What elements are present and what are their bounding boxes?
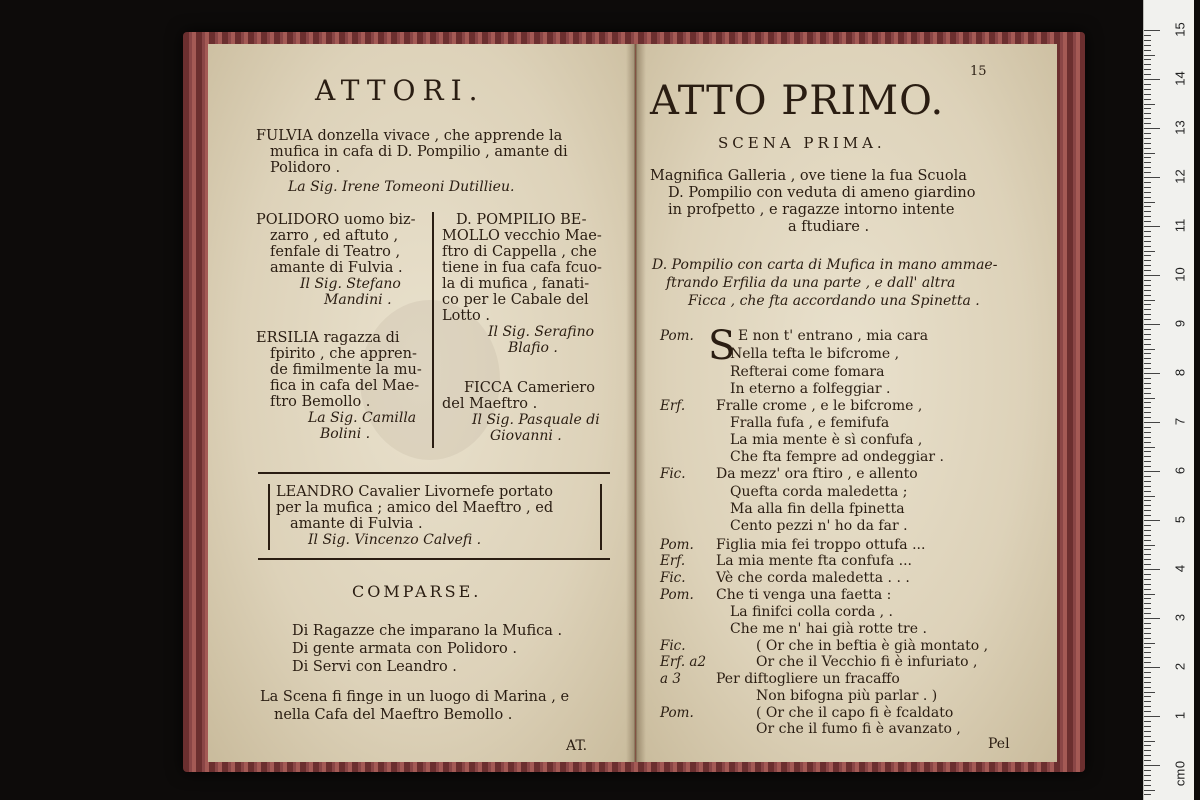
ruler-tick (1144, 123, 1151, 124)
ruler-label: 0 (1172, 760, 1188, 769)
ruler-tick (1144, 265, 1151, 266)
ruler-tick (1144, 339, 1151, 340)
ruler-tick (1144, 623, 1151, 624)
ruler-label: 12 (1172, 169, 1188, 184)
ruler-tick (1144, 770, 1151, 771)
verse-line: La mia mente è sì confufa , (730, 432, 923, 448)
verse-line: Nella tefta le bifcrome , (730, 346, 900, 362)
ruler-tick (1144, 55, 1155, 56)
ruler-label: 1 (1172, 711, 1188, 720)
verse-line: La mia mente fta confufa ... (716, 553, 912, 569)
ruler-tick (1144, 559, 1151, 560)
speaker-label: Erf. (660, 398, 686, 414)
ruler-tick (1144, 177, 1160, 178)
ruler-tick (1144, 353, 1151, 354)
verse-line: Ma alla fin della fpinetta (730, 501, 905, 517)
verse-line: Cento pezzi n' ho da far . (730, 518, 908, 534)
comparse-list: Di Ragazze che imparano la Mufica . Di gente armata con Polidoro . Di Servi con Leandro . (292, 623, 563, 675)
verse-line: La finifci colla corda , . (730, 604, 893, 620)
ruler-tick (1144, 344, 1151, 345)
column-divider (432, 212, 434, 448)
ruler-tick (1144, 226, 1160, 227)
ruler-tick (1144, 736, 1151, 737)
ruler-tick (1144, 461, 1151, 462)
ruler-tick (1144, 662, 1151, 663)
ruler-unit: cm (1172, 768, 1188, 787)
ruler-label: 10 (1172, 267, 1188, 282)
box-left-rule (268, 484, 270, 550)
ruler-tick (1144, 182, 1151, 183)
ruler-tick (1144, 197, 1151, 198)
ruler-tick (1144, 584, 1151, 585)
ruler-tick (1144, 540, 1151, 541)
ruler-tick (1144, 334, 1151, 335)
ruler-tick (1144, 153, 1155, 154)
verse-line: ( Or che il capo fi è fcaldato (756, 705, 954, 721)
ruler-tick (1144, 260, 1151, 261)
setting-text: Magnifica Galleria , ove tiene la fua Scuola D. Pompilio con veduta di ameno giardino in profpetto , e ragazze intorno intente a ftudiare . (650, 168, 976, 235)
ruler-tick (1144, 59, 1151, 60)
ruler-tick (1144, 682, 1151, 683)
ruler-tick (1144, 594, 1155, 595)
speaker-label: Erf. (660, 553, 686, 569)
ruler-tick (1144, 79, 1160, 80)
ruler-tick (1144, 569, 1160, 570)
left-catchword: AT. (566, 738, 588, 754)
ruler-tick (1144, 765, 1160, 766)
ruler-tick (1144, 324, 1160, 325)
ruler-tick (1144, 692, 1155, 693)
ruler-tick (1144, 554, 1151, 555)
ruler-tick (1144, 535, 1151, 536)
box-top-rule (258, 472, 610, 474)
ruler-tick (1144, 476, 1151, 477)
verse-line: ( Or che in beftia è già montato , (756, 638, 989, 654)
ruler-tick (1144, 530, 1151, 531)
ruler-label: 15 (1172, 22, 1188, 37)
ruler-tick (1144, 525, 1151, 526)
ruler-tick (1144, 500, 1151, 501)
ruler-label: 3 (1172, 613, 1188, 622)
ruler-tick (1144, 716, 1160, 717)
ruler-tick (1144, 412, 1151, 413)
ruler-tick (1144, 603, 1151, 604)
verse-line: E non t' entrano , mia cara (738, 328, 929, 344)
verse-line: Refterai come fomara (730, 364, 885, 380)
ruler-tick (1144, 750, 1151, 751)
ruler-tick (1144, 785, 1151, 786)
verse-line: Fralle crome , e le bifcrome , (716, 398, 923, 414)
ruler-tick (1144, 687, 1151, 688)
ruler-tick (1144, 358, 1151, 359)
ruler-tick (1144, 128, 1160, 129)
ruler-tick (1144, 108, 1151, 109)
ruler-tick (1144, 667, 1160, 668)
ruler-tick (1144, 295, 1151, 296)
ruler-tick (1144, 613, 1151, 614)
verse-line: Da mezz' ora ftiro , e allento (716, 466, 918, 482)
ruler-tick (1144, 711, 1151, 712)
ruler-label: 2 (1172, 662, 1188, 671)
ruler-tick (1144, 437, 1151, 438)
ruler-tick (1144, 231, 1151, 232)
ruler-label: 14 (1172, 71, 1188, 86)
ruler-tick (1144, 64, 1151, 65)
verse-line: Fralla fufa , e femifufa (730, 415, 890, 431)
verse-line: Per diftogliere un fracaffo (716, 671, 900, 687)
ruler-tick (1144, 721, 1151, 722)
ruler-tick (1144, 246, 1151, 247)
ruler-tick (1144, 589, 1151, 590)
ruler-tick (1144, 192, 1151, 193)
cast-polidoro: POLIDORO uomo biz- zarro , ed aftuto , fenfale di Teatro , amante di Fulvia . Il Sig. Stefano Mandini . (256, 212, 416, 308)
ruler-tick (1144, 638, 1151, 639)
ruler-tick (1144, 486, 1151, 487)
ruler-tick (1144, 35, 1151, 36)
ruler-tick (1144, 618, 1160, 619)
ruler-tick (1144, 255, 1151, 256)
ruler-tick (1144, 300, 1155, 301)
ruler-tick (1144, 672, 1151, 673)
stage-direction: D. Pompilio con carta di Mufica in mano ammae- ftrando Erfilia da una parte , e dall' altra Ficca , che fta accordando una Spinetta . (652, 257, 998, 309)
ruler-tick (1144, 564, 1151, 565)
ruler-tick (1144, 652, 1151, 653)
ruler-tick (1144, 368, 1151, 369)
ruler-tick (1144, 726, 1151, 727)
ruler-tick (1144, 378, 1151, 379)
ruler-label: 6 (1172, 466, 1188, 475)
speaker-label: Erf. a2 (660, 654, 707, 670)
ruler-tick (1144, 373, 1160, 374)
page-number: 15 (970, 64, 987, 79)
right-catchword: Pel (988, 736, 1010, 752)
ruler-tick (1144, 290, 1151, 291)
speaker-label: Pom. (660, 705, 694, 721)
ruler-tick (1144, 167, 1151, 168)
ruler-tick (1144, 398, 1155, 399)
ruler-tick (1144, 447, 1155, 448)
verse-line: Che ti venga una faetta : (716, 587, 892, 603)
ruler-tick (1144, 349, 1155, 350)
drop-cap: S (708, 323, 736, 369)
ruler-tick (1144, 118, 1151, 119)
ruler-label: 9 (1172, 319, 1188, 328)
verse-line: Or che il fumo fi è avanzato , (756, 721, 961, 737)
ruler-tick (1144, 633, 1151, 634)
verse-line: Quefta corda maledetta ; (730, 484, 908, 500)
ruler-tick (1144, 211, 1151, 212)
ruler-tick (1144, 515, 1151, 516)
ruler-label: 5 (1172, 515, 1188, 524)
ruler-tick (1144, 510, 1151, 511)
ruler-label: 7 (1172, 417, 1188, 426)
ruler-tick (1144, 505, 1151, 506)
ruler-tick (1144, 471, 1160, 472)
speaker-label: Pom. (660, 537, 694, 553)
ruler-tick (1144, 706, 1151, 707)
ruler-tick (1144, 432, 1151, 433)
ruler-tick (1144, 402, 1151, 403)
ruler-tick (1144, 466, 1151, 467)
act-title: ATTO PRIMO. (650, 78, 945, 124)
ruler-tick (1144, 545, 1155, 546)
ruler-tick (1144, 422, 1160, 423)
ruler-tick (1144, 790, 1155, 791)
ruler-tick (1144, 280, 1151, 281)
ruler-tick (1144, 363, 1151, 364)
cast-ersilia: ERSILIA ragazza di fpirito , che appren- de fimilmente la mu- fica in cafa del Mae- ftro Bemollo . La Sig. Camilla Bolini . (256, 330, 422, 442)
ruler-label: 13 (1172, 120, 1188, 135)
ruler-tick (1144, 187, 1151, 188)
ruler-tick (1144, 393, 1151, 394)
ruler-tick (1144, 598, 1151, 599)
ruler-tick (1144, 94, 1151, 95)
ruler-tick (1144, 113, 1151, 114)
ruler-tick (1144, 270, 1151, 271)
ruler-tick (1144, 491, 1151, 492)
ruler-tick (1144, 745, 1151, 746)
ruler-label: 4 (1172, 564, 1188, 573)
cast-title: ATTORI. (315, 74, 485, 107)
ruler-tick (1144, 442, 1151, 443)
ruler-tick (1144, 221, 1151, 222)
speaker-label: a 3 (660, 671, 681, 687)
ruler-tick (1144, 319, 1151, 320)
speaker-label: Fic. (660, 570, 686, 586)
ruler-tick (1144, 481, 1151, 482)
ruler-tick (1144, 309, 1151, 310)
ruler-tick (1144, 731, 1151, 732)
verse-line: Vè che corda maledetta . . . (716, 570, 910, 586)
ruler-tick (1144, 520, 1160, 521)
speaker-label: Fic. (660, 466, 686, 482)
ruler-tick (1144, 216, 1151, 217)
cast-fulvia: FULVIA donzella vivace , che apprende la mufica in cafa di D. Pompilio , amante di Polidoro . La Sig. Irene Tomeoni Dutillieu. (256, 128, 568, 195)
ruler-tick (1144, 89, 1151, 90)
book-gutter (626, 44, 646, 762)
ruler-tick (1144, 285, 1151, 286)
ruler-tick (1144, 30, 1160, 31)
ruler-tick (1144, 657, 1151, 658)
speaker-label: Fic. (660, 638, 686, 654)
cast-ficca: FICCA Cameriero del Maeftro . Il Sig. Pasquale di Giovanni . (442, 380, 600, 444)
ruler-tick (1144, 104, 1155, 105)
cast-leandro: LEANDRO Cavalier Livornefe portato per la mufica ; amico del Maeftro , ed amante di Fulvia . Il Sig. Vincenzo Calvefi . (276, 484, 554, 548)
ruler-tick (1144, 162, 1151, 163)
ruler-tick (1144, 143, 1151, 144)
ruler-tick (1144, 388, 1151, 389)
ruler-tick (1144, 275, 1160, 276)
verse-line: In eterno a folfeggiar . (730, 381, 891, 397)
ruler-tick (1144, 579, 1151, 580)
ruler-tick (1144, 74, 1151, 75)
ruler-tick (1144, 99, 1151, 100)
speaker-label: Pom. (660, 587, 694, 603)
box-bottom-rule (258, 558, 610, 560)
verse-line: Or che il Vecchio fi è infuriato , (756, 654, 978, 670)
ruler-tick (1144, 427, 1151, 428)
box-right-rule (600, 484, 602, 550)
ruler-tick (1144, 741, 1155, 742)
ruler-tick (1144, 608, 1151, 609)
ruler-tick (1144, 172, 1151, 173)
ruler-tick (1144, 451, 1151, 452)
ruler-tick (1144, 133, 1151, 134)
ruler-tick (1144, 50, 1151, 51)
ruler-tick (1144, 407, 1151, 408)
measuring-ruler (1143, 0, 1194, 800)
ruler-tick (1144, 701, 1151, 702)
ruler-tick (1144, 157, 1151, 158)
ruler-tick (1144, 643, 1155, 644)
speaker-label: Pom. (660, 328, 694, 344)
verse-line: Figlia mia fei troppo ottufa ... (716, 537, 926, 553)
scene-title: SCENA PRIMA. (718, 134, 886, 152)
ruler-tick (1144, 496, 1155, 497)
ruler-tick (1144, 794, 1151, 795)
ruler-tick (1144, 329, 1151, 330)
ruler-tick (1144, 780, 1151, 781)
ruler-tick (1144, 304, 1151, 305)
ruler-tick (1144, 84, 1151, 85)
ruler-tick (1144, 241, 1151, 242)
verse-line: Che me n' hai già rotte tre . (730, 621, 927, 637)
ruler-tick (1144, 677, 1151, 678)
ruler-tick (1144, 456, 1151, 457)
ruler-tick (1144, 138, 1151, 139)
ruler-tick (1144, 69, 1151, 70)
verse-line: Non bifogna più parlar . ) (756, 688, 938, 704)
ruler-tick (1144, 314, 1151, 315)
ruler-label: 11 (1172, 218, 1188, 233)
ruler-tick (1144, 383, 1151, 384)
scene-note: La Scena fi finge in un luogo di Marina , e nella Cafa del Maeftro Bemollo . (260, 689, 570, 723)
ruler-tick (1144, 574, 1151, 575)
ruler-tick (1144, 40, 1151, 41)
ruler-tick (1144, 251, 1155, 252)
ruler-label: 8 (1172, 368, 1188, 377)
ruler-tick (1144, 755, 1151, 756)
ruler-tick (1144, 148, 1151, 149)
ruler-tick (1144, 696, 1151, 697)
ruler-tick (1144, 775, 1151, 776)
cast-pompilio: D. POMPILIO BE- MOLLO vecchio Mae- ftro di Cappella , che tiene in fua cafa fcuo- la di mufica , fanati- co per le Cabale del Lotto . Il Sig. Serafino Blafio . (442, 212, 602, 356)
comparse-title: COMPARSE. (352, 582, 482, 601)
ruler-tick (1144, 45, 1151, 46)
verse-line: Che fta fempre ad ondeggiar . (730, 449, 944, 465)
ruler-tick (1144, 760, 1151, 761)
ruler-tick (1144, 628, 1151, 629)
ruler-tick (1144, 236, 1151, 237)
ruler-tick (1144, 206, 1151, 207)
ruler-tick (1144, 417, 1151, 418)
ruler-tick (1144, 647, 1151, 648)
ruler-tick (1144, 549, 1151, 550)
ruler-tick (1144, 202, 1155, 203)
